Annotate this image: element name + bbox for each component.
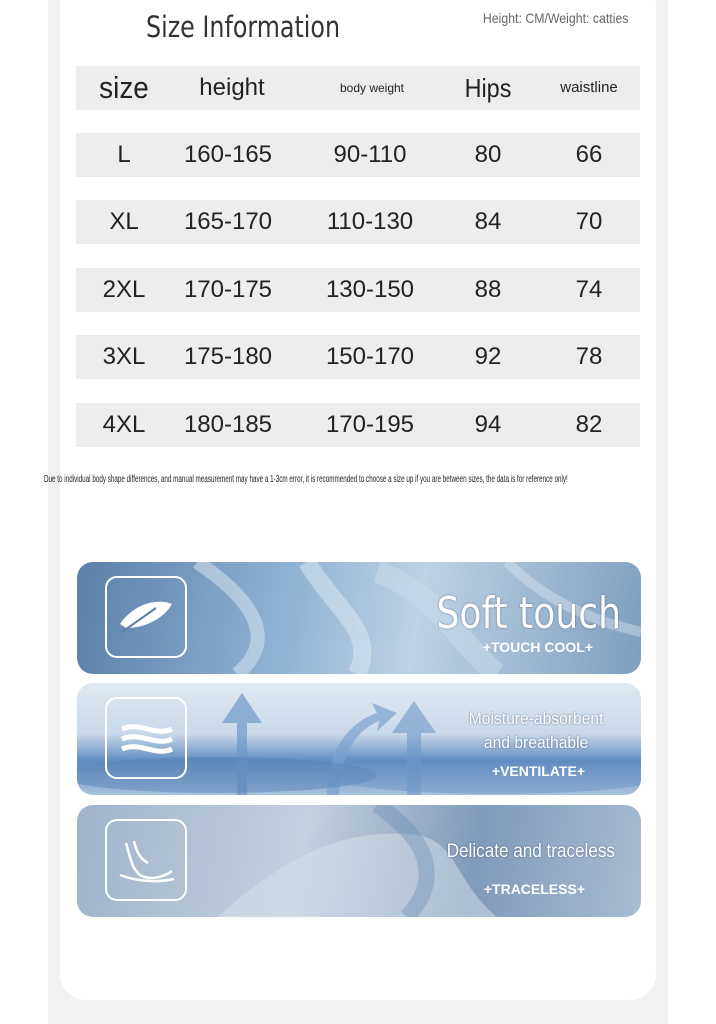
- table-row: [76, 133, 640, 177]
- table-row: [76, 335, 640, 379]
- feature-traceless: [77, 805, 641, 917]
- feature-title-line1: Moisture-absorbent: [468, 709, 603, 728]
- fabric-hand-icon: [105, 819, 187, 901]
- page-title: Size Information: [146, 10, 341, 44]
- header-height: height: [199, 74, 265, 101]
- cell-size: L: [117, 141, 131, 168]
- cell-hips: 92: [474, 343, 502, 370]
- cell-waistline: 82: [575, 411, 603, 438]
- table-row: [76, 200, 640, 244]
- cell-waistline: 66: [575, 141, 603, 168]
- cell-waistline: 70: [575, 208, 603, 235]
- table-header-row: [76, 66, 640, 110]
- cell-body-weight: 90-110: [333, 141, 407, 168]
- feature-breathable: [77, 683, 641, 795]
- cell-body-weight: 150-170: [325, 343, 415, 370]
- header-waistline: waistline: [560, 79, 618, 96]
- cell-hips: 88: [474, 276, 502, 303]
- cell-height: 170-175: [183, 276, 273, 303]
- cell-height: 160-165: [183, 141, 273, 168]
- header-body-weight: body weight: [339, 81, 405, 95]
- feather-icon: [105, 576, 187, 658]
- feature-soft-touch: [77, 562, 641, 674]
- cell-body-weight: 170-195: [325, 411, 415, 438]
- feature-title: Delicate and traceless: [446, 841, 615, 862]
- cell-size: 3XL: [102, 343, 146, 370]
- cell-size: 4XL: [102, 411, 146, 438]
- cell-hips: 84: [474, 208, 502, 235]
- table-row: [76, 403, 640, 447]
- cell-size: XL: [109, 208, 139, 235]
- cell-height: 175-180: [183, 343, 273, 370]
- feature-subtitle: +TOUCH COOL+: [482, 639, 593, 655]
- wind-icon: [105, 697, 187, 779]
- cell-height: 165-170: [183, 208, 273, 235]
- cell-size: 2XL: [102, 276, 146, 303]
- header-hips: Hips: [464, 73, 512, 103]
- cell-body-weight: 110-130: [326, 208, 414, 235]
- header-size: size: [99, 70, 149, 105]
- cell-waistline: 74: [575, 276, 603, 303]
- size-disclaimer: Due to individual body shape differences, and manual measurement may have a 1-3cm error, it is recommended to choose a size up if you are between sizes, the data is for reference only!: [44, 474, 568, 485]
- feature-title-line2: and breathable: [483, 733, 588, 752]
- cell-hips: 94: [474, 411, 502, 438]
- cell-hips: 80: [474, 141, 502, 168]
- feature-subtitle: +VENTILATE+: [491, 763, 585, 779]
- cell-body-weight: 130-150: [325, 276, 415, 303]
- feature-title: Soft touch: [436, 588, 621, 639]
- units-label: Height: CM/Weight: catties: [482, 10, 628, 26]
- cell-waistline: 78: [575, 343, 603, 370]
- feature-subtitle: +TRACELESS+: [483, 881, 585, 897]
- cell-height: 180-185: [183, 411, 273, 438]
- feature-title: [468, 707, 603, 755]
- table-row: [76, 268, 640, 312]
